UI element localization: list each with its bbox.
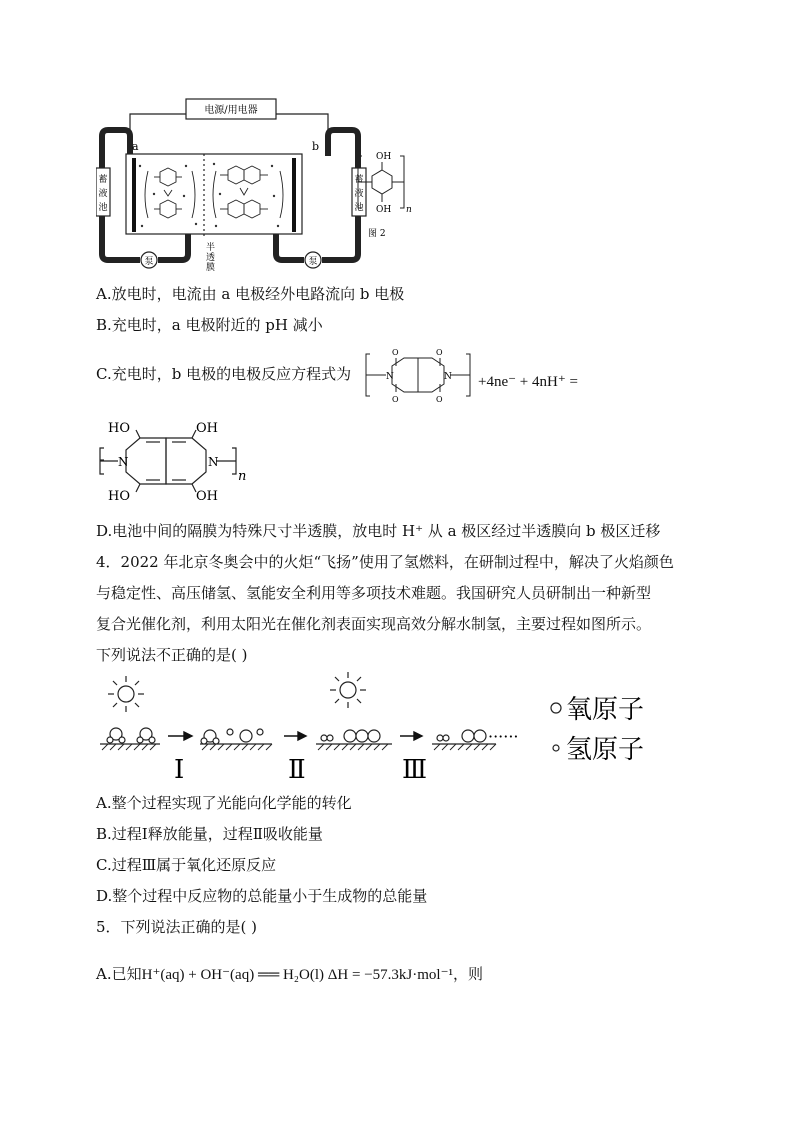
svg-text:泵: 泵 bbox=[144, 257, 154, 267]
svg-text:池: 池 bbox=[354, 203, 364, 213]
legend-oxygen-symbol bbox=[551, 703, 561, 713]
svg-text:OH: OH bbox=[196, 421, 218, 436]
svg-text:HO: HO bbox=[108, 489, 130, 502]
svg-text:泵: 泵 bbox=[308, 257, 318, 267]
water-splitting-diagram bbox=[96, 672, 656, 784]
pipe-right-bottom2 bbox=[276, 232, 304, 260]
svg-text:OH: OH bbox=[196, 489, 218, 502]
svg-text:HO: HO bbox=[108, 421, 130, 436]
electrode-a bbox=[132, 158, 136, 232]
svg-text:N: N bbox=[118, 455, 129, 469]
legend-hydrogen-label: 氢原子 bbox=[566, 735, 645, 765]
svg-text:液: 液 bbox=[98, 189, 108, 199]
step-label-3: Ⅲ bbox=[402, 755, 428, 784]
wire-left bbox=[130, 114, 186, 134]
sun-icon bbox=[108, 676, 144, 712]
q5-option-a bbox=[96, 964, 483, 985]
legend-oxygen-label: 氧原子 bbox=[566, 695, 645, 725]
pipe-right-top bbox=[328, 130, 358, 168]
continuation-dots: ······ bbox=[488, 727, 519, 746]
q5-option-a-suffix: ，则 bbox=[452, 965, 483, 983]
svg-text:n: n bbox=[406, 205, 412, 215]
svg-text:液: 液 bbox=[354, 189, 364, 199]
q3-option-d: D.电池中间的隔膜为特殊尺寸半透膜，放电时 H⁺ 从 a 极区经过半透膜向 b 极区迁移 bbox=[96, 522, 661, 540]
q3-option-c-equation: +4ne⁻ + 4nH⁺ = bbox=[478, 374, 578, 390]
q3-option-c-text: C.充电时，b 电极的电极反应方程式为 bbox=[96, 365, 352, 383]
electrode-b-label: b bbox=[312, 140, 320, 153]
svg-text:OH: OH bbox=[376, 205, 392, 215]
q4-option-b: B.过程Ⅰ释放能量，过程Ⅱ吸收能量 bbox=[96, 825, 323, 843]
sun-icon bbox=[330, 672, 366, 708]
step-label-1: Ⅰ bbox=[174, 755, 185, 784]
svg-text:O: O bbox=[392, 348, 399, 357]
figure2-caption: 图 2 bbox=[368, 229, 386, 239]
legend-hydrogen-symbol bbox=[553, 745, 559, 751]
svg-text:蓄: 蓄 bbox=[98, 175, 108, 185]
svg-text:N: N bbox=[386, 372, 394, 382]
svg-text:N: N bbox=[444, 372, 452, 382]
pipe-right-bottom bbox=[322, 216, 358, 260]
product-structure bbox=[96, 418, 246, 502]
q4-stem-line4: 下列说法不正确的是( ) bbox=[96, 646, 248, 664]
q4-stem-line1: 4．2022 年北京冬奥会中的火炬“飞扬”使用了氢燃料，在研制过程中，解决了火焰颜色 bbox=[96, 553, 674, 571]
svg-text:n: n bbox=[238, 469, 246, 484]
svg-text:半: 半 bbox=[206, 243, 216, 253]
svg-text:O: O bbox=[436, 348, 443, 357]
q4-stem-line2: 与稳定性、高压储氢、氢能安全利用等多项技术难题。我国研究人员研制出一种新型 bbox=[96, 584, 652, 602]
q3-option-a: A.放电时，电流由 a 电极经外电路流向 b 电极 bbox=[96, 285, 405, 303]
electrode-b bbox=[292, 158, 296, 232]
svg-text:O: O bbox=[392, 395, 399, 404]
svg-text:OH: OH bbox=[376, 152, 392, 162]
cell-box bbox=[126, 154, 302, 234]
q4-option-d: D.整个过程中反应物的总能量小于生成物的总能量 bbox=[96, 887, 428, 905]
svg-text:N: N bbox=[208, 455, 219, 469]
svg-text:池: 池 bbox=[98, 203, 108, 213]
q3-option-b: B.充电时，a 电极附近的 pH 减小 bbox=[96, 316, 323, 334]
reactant-structure bbox=[364, 346, 474, 404]
flow-battery-diagram bbox=[96, 96, 416, 272]
svg-text:O: O bbox=[436, 395, 443, 404]
electrode-a-label: a bbox=[132, 140, 139, 153]
q5-option-a-equation: H⁺(aq) + OH⁻(aq) ══ H₂O(l) ΔH = −57.3kJ·mol⁻¹ bbox=[141, 967, 453, 983]
q5-option-a-prefix: A.已知 bbox=[96, 965, 142, 983]
svg-text:膜: 膜 bbox=[206, 263, 216, 272]
pipe-left-bottom2 bbox=[158, 232, 188, 260]
svg-text:透: 透 bbox=[206, 253, 216, 263]
q4-option-a: A.整个过程实现了光能向化学能的转化 bbox=[96, 794, 352, 812]
q4-option-c: C.过程Ⅲ属于氧化还原反应 bbox=[96, 856, 277, 874]
q4-stem-line3: 复合光催化剂，利用太阳光在催化剂表面实现高效分解水制氢，主要过程如图所示。 bbox=[96, 615, 652, 633]
q5-stem: 5．下列说法正确的是( ) bbox=[96, 918, 258, 936]
step-label-2: Ⅱ bbox=[288, 755, 306, 784]
svg-text:蓄: 蓄 bbox=[354, 175, 364, 185]
power-source-label: 电源/用电器 bbox=[204, 105, 258, 116]
wire-right bbox=[274, 114, 328, 134]
